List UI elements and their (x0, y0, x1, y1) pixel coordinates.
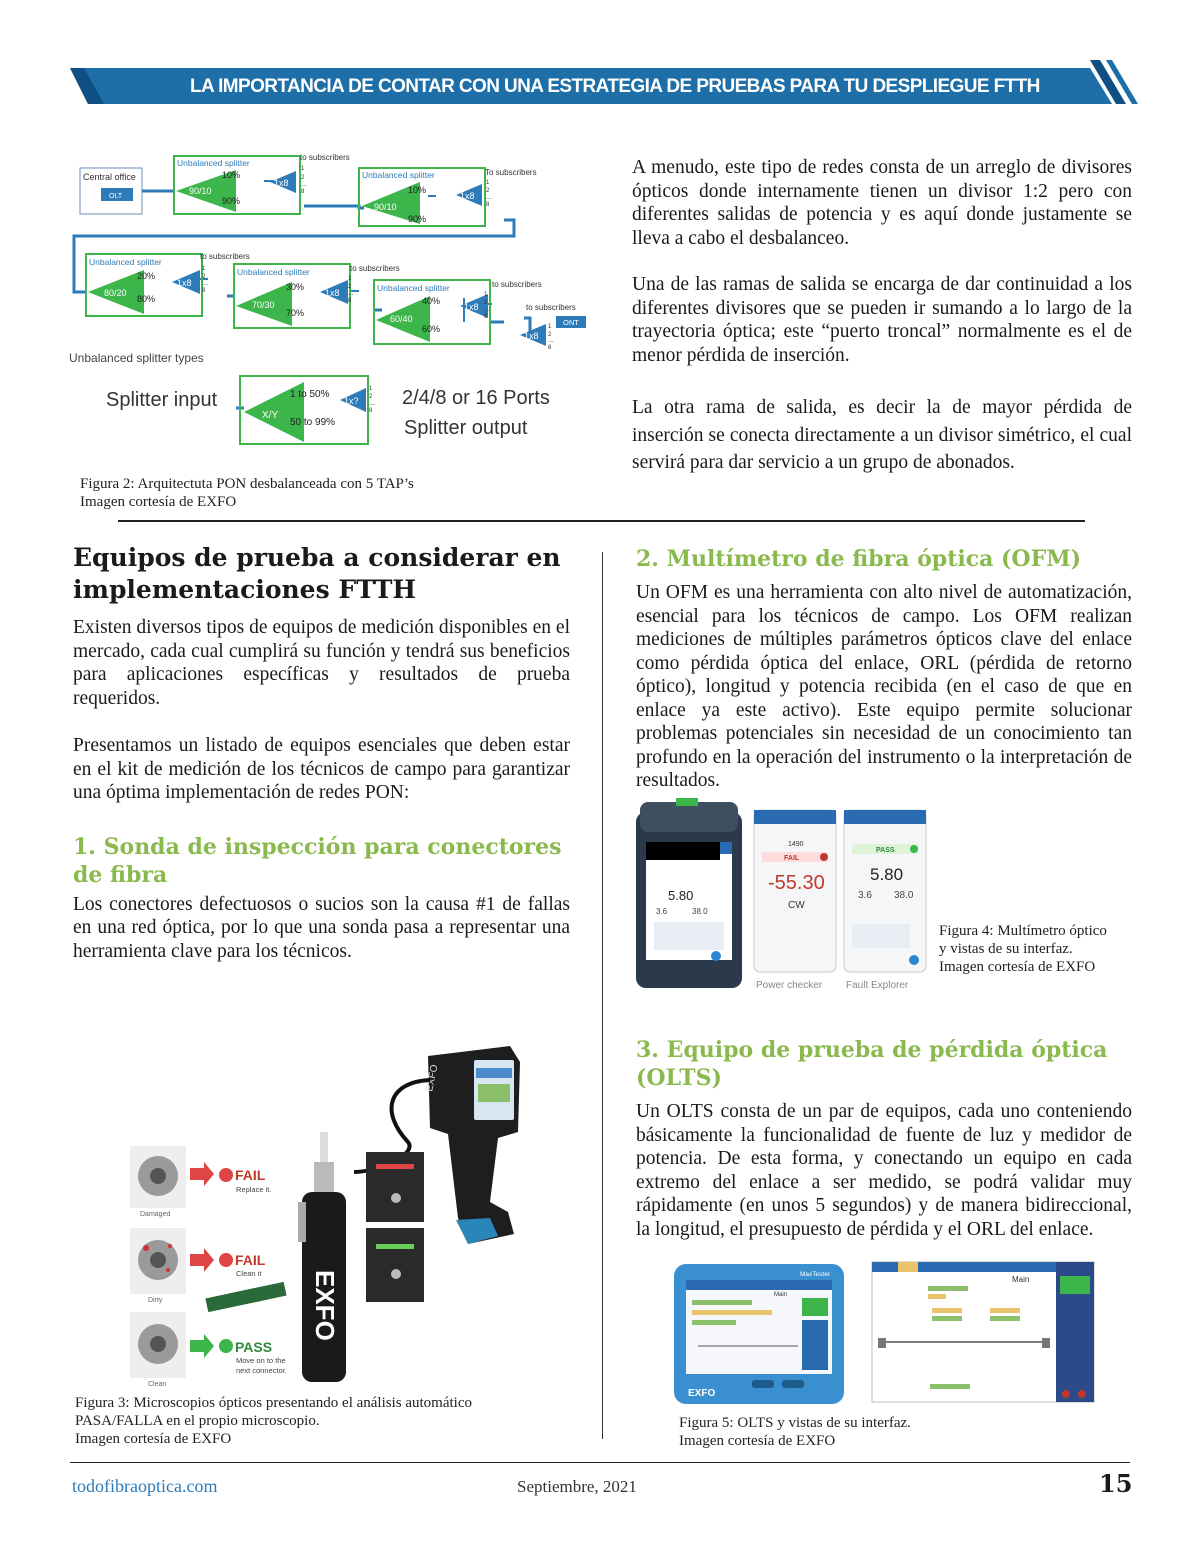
left-paragraph-1: Existen diversos tipos de equipos de medición disponibles en el mercado, cada cual cumplirá su función y tendrá sus beneficios para aplicaciones específicas y resultados de prueba requeridos. (73, 617, 570, 709)
heading-olts: 3. Equipo de prueba de pérdida óptica (OLTS) (636, 1037, 1108, 1091)
diagram-label: 2 (369, 394, 373, 400)
diagram-label: 90/10 (189, 186, 212, 196)
diagram-label: Clean (148, 1381, 167, 1388)
left-paragraph-2: Presentamos un listado de equipos esenciales que deben estar en el kit de medición de los técnicos de campo para garantizar una óptima implementación de redes PON: (73, 735, 570, 803)
header-title: LA IMPORTANCIA DE CONTAR CON UNA ESTRATEGIA DE PRUEBAS PARA TU DESPLIEGUE FTTH (190, 76, 1040, 97)
diagram-label: to subscribers (350, 264, 400, 273)
diagram-label: 1 (484, 292, 488, 298)
diagram-label: PASS (235, 1339, 273, 1355)
ont-label: ONT (563, 318, 579, 327)
intro-paragraph-1: A menudo, este tipo de redes consta de un arreglo de divisores ópticos donde internamente tienen un divisor 1:2 pero con diferentes salidas de potencia y es aquí donde justamente se lleva a cabo el desbalanceo. (632, 157, 1132, 249)
footer-site-link[interactable]: todofibraoptica.com (72, 1476, 218, 1496)
diagram-label: Main (774, 1292, 788, 1298)
diagram-label: to subscribers (526, 303, 576, 312)
diagram-label: 8 (301, 189, 305, 195)
intro-text (632, 156, 1132, 477)
diagram-label: To subscribers (485, 168, 537, 177)
column-divider (602, 552, 603, 1439)
left-paragraph-3: Los conectores defectuosos o sucios son la causa #1 de fallas en una red óptica, por lo que una sonda pasa a representar una herramienta clave para los técnicos. (73, 893, 570, 962)
diagram-label: 1 to 50% (290, 389, 330, 400)
diagram-label: 1 (548, 324, 552, 330)
diagram-label: Replace it. (236, 1185, 272, 1194)
olt-label: OLT (109, 193, 123, 200)
diagram-label: 2 (484, 300, 488, 306)
diagram-label: Damaged (140, 1211, 171, 1218)
diagram-label: 40% (422, 296, 441, 306)
diagram-label: Dirty (148, 1297, 163, 1304)
diagram-label: ... (369, 400, 375, 407)
diagram-label: 10% (222, 170, 241, 180)
diagram-label: 1x8 (460, 191, 475, 201)
diagram-label: 1 (486, 180, 490, 186)
ofm-section (636, 545, 1132, 793)
splitter-output-label: Splitter output (404, 417, 528, 439)
diagram-label: 50 to 99% (290, 417, 336, 428)
olts-figure (672, 1258, 1096, 1406)
diagram-label: 1 (301, 166, 305, 172)
section-divider (118, 520, 1085, 522)
diagram-label: 5.80 (668, 888, 694, 903)
diagram-label: Unbalanced splitter (237, 267, 310, 277)
diagram-label: 1490 (788, 841, 804, 848)
diagram-label: FAIL (235, 1167, 266, 1183)
diagram-label: ... (348, 290, 354, 297)
diagram-label: 60% (422, 324, 441, 334)
diagram-label: Unbalanced splitter (89, 257, 162, 267)
figure5-caption: Figura 5: OLTS y vistas de su interfaz. Imagen cortesía de EXFO (679, 1415, 911, 1449)
diagram-label: to subscribers (492, 280, 542, 289)
olts-paragraph: Un OLTS consta de un par de equipos, cada uno conteniendo básicamente la funcionalidad de fuente de luz y medidor de potencia. De esta forma, y conectando un equipo en cada extremo del enlace a ser medido, se podrá validar muy rápidamente (en unos 5 segundos) y de manera bidireccional, la longitud, el presupuesto de pérdida y el ORL del enlace. (636, 1101, 1132, 1240)
diagram-label: 60/40 (390, 314, 413, 324)
diagram-label: 3.6 (656, 907, 668, 916)
power-reading: -55.30 (768, 872, 825, 894)
diagram-label: 8 (202, 288, 206, 294)
figure4-caption: Figura 4: Multímetro óptico y vistas de su interfaz. Imagen cortesía de EXFO (939, 923, 1107, 975)
diagram-label: 2 (202, 274, 206, 280)
diagram-label: to subscribers (200, 252, 250, 261)
ofm-paragraph: Un OFM es una herramienta con alto nivel de automatización, esencial para los técnicos de campo. Los OFM realizan mediciones de múltiples parámetros ópticos clave del enlace como pérdida óptica del enlace, ORL (pérdida de retorno óptico), longitud y potencia recibida (en el caso de que en enlace ya este activo). Este equipo permite solucionar problemas potenciales sin necesidad de un conocimiento tan profundo en la operación del instrumento o la interpretación de resultados. (636, 582, 1132, 791)
diagram-label: CW (788, 900, 805, 911)
diagram-label: 1 (348, 276, 352, 282)
splitter-label: Unbalanced splitter (177, 158, 250, 168)
probe-body (298, 1132, 346, 1382)
diagram-label: 2 (486, 188, 490, 194)
diagram-label: 8 (548, 345, 552, 351)
intro-paragraph-2: Una de las ramas de salida se encarga de dar continuidad a los diferentes divisores que se pueden ir sumando a lo largo de la trayectoria óptica; este “puerto troncal” normalmente es el de menor pérdida de inserción. (632, 274, 1132, 366)
diagram-label: 1x8 (524, 331, 539, 341)
diagram-label: ... (484, 306, 490, 313)
figure2-caption: Figura 2: Arquitectuta PON desbalanceada con 5 TAP’s Imagen cortesía de EXFO (80, 476, 414, 510)
diagram-label: 5.80 (870, 865, 904, 884)
diagram-label: Clean it (236, 1269, 262, 1278)
diagram-label: EXFO (424, 1063, 441, 1093)
diagram-label: 1 (202, 266, 206, 272)
diagram-label: ... (486, 194, 492, 201)
diagram-label: to subscribers (300, 153, 350, 162)
diagram-label: 2 (348, 284, 352, 290)
diagram-label: EXFO (688, 1388, 716, 1399)
diagram-label: 70% (286, 308, 305, 318)
section-heading: Equipos de prueba a considerar en implementaciones FTTH (73, 543, 561, 604)
diagram-label: 30% (286, 282, 305, 292)
diagram-label: ... (202, 280, 208, 287)
diagram-label: 38.0 (692, 907, 708, 916)
figure3-caption: Figura 3: Microscopios ópticos presentando el análisis automático PASA/FALLA en el propio microscopio. Imagen cortesía de EXFO (75, 1395, 473, 1447)
diagram-label: EXFO (310, 1270, 340, 1341)
central-office-label: Central office (83, 172, 136, 182)
diagram-label: 10% (408, 185, 427, 195)
diagram-label: 8 (484, 314, 488, 320)
diagram-label: 1x8 (274, 178, 289, 188)
diagram-label: 90% (408, 214, 427, 224)
diagram-label: 2 (548, 332, 552, 338)
footer-rule (70, 1462, 1130, 1463)
diagram-label: 2 (301, 175, 305, 181)
diagram-label: PASS (876, 847, 895, 854)
diagram-label: next connector. (236, 1366, 287, 1375)
diagram-label: 80% (137, 294, 156, 304)
heading-inspection-probe: 1. Sonda de inspección para conectores de fibra (73, 833, 562, 888)
diagram-label: Unbalanced splitter (362, 170, 435, 180)
diagram-label: ... (301, 181, 307, 188)
left-column (73, 542, 570, 963)
diagram-label: 8 (486, 202, 490, 208)
diagram-label: 1 (369, 386, 373, 392)
intro-paragraph-3: La otra rama de salida, es decir la de mayor pérdida de inserción se conecta directamente a un divisor simétrico, el cual servirá para dar servicio a un grupo de abonados. (632, 397, 1132, 473)
footer-date: Septiembre, 2021 (517, 1477, 637, 1496)
diagram-label: Unbalanced splitter (377, 283, 450, 293)
splitter-input-label: Splitter input (106, 389, 218, 411)
diagram-label: 1x8 (464, 302, 479, 312)
ports-label: 2/4/8 or 16 Ports (402, 387, 550, 409)
diagram-label: 1x8 (325, 288, 340, 298)
diagram-label: 1x? (344, 396, 359, 406)
diagram-label: 20% (137, 271, 156, 281)
fault-explorer-label: Fault Explorer (846, 980, 909, 991)
diagram-label: 90/10 (374, 202, 397, 212)
power-checker-label: Power checker (756, 980, 823, 991)
diagram-label: X/Y (262, 410, 279, 421)
inspection-probe-figure (118, 1022, 538, 1390)
diagram-label: ... (548, 337, 554, 344)
diagram-label: 8 (348, 298, 352, 304)
splitter-types-label: Unbalanced splitter types (69, 351, 204, 365)
diagram-label: 1x8 (177, 278, 192, 288)
diagram-label: 8 (369, 408, 373, 414)
diagram-label: Main (1012, 1275, 1030, 1284)
olts-section (636, 1036, 1132, 1241)
diagram-label: FAIL (784, 855, 800, 862)
heading-ofm: 2. Multímetro de fibra óptica (OFM) (636, 546, 1081, 572)
diagram-label: Move on to the (236, 1356, 286, 1365)
diagram-label: 90% (222, 196, 241, 206)
unbalanced-pon-diagram (64, 146, 594, 450)
diagram-label: MaxTester (800, 1271, 830, 1278)
diagram-label: 80/20 (104, 288, 127, 298)
ofm-figure (632, 798, 932, 996)
diagram-label: 3.6 (858, 890, 872, 901)
page-number: 15 (1099, 1469, 1133, 1498)
diagram-label: 70/30 (252, 300, 275, 310)
diagram-label: 38.0 (894, 890, 914, 901)
diagram-label: FAIL (235, 1252, 266, 1268)
